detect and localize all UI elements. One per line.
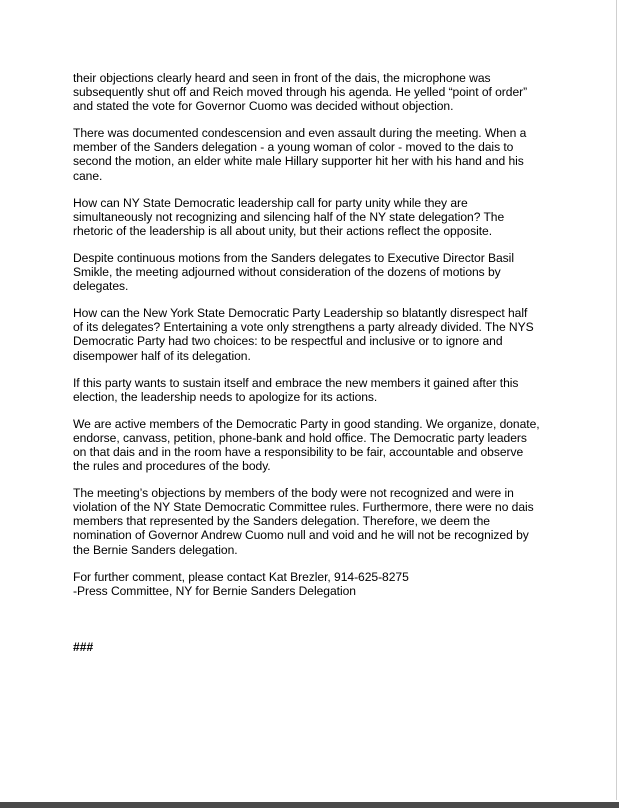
- contact-info: For further comment, please contact Kat Brezler, 914-625-8275 -Press Committee, NY for Bernie Sanders Delegation: [73, 569, 409, 598]
- bottom-bar: [0, 802, 619, 808]
- paragraph-unity: How can NY State Democratic leadership call for party unity while they are simultaneously not recognizing and silencing half of the NY state delegation? The rhetoric of the leadership is all about unity, but their actions reflect the opposite.: [73, 195, 505, 238]
- paragraph-apologize: If this party wants to sustain itself and embrace the new members it gained after this election, the leadership needs to apologize for its actions.: [73, 375, 519, 404]
- paragraph-disrespect: How can the New York State Democratic Party Leadership so blatantly disrespect half of its delegates? Entertaining a vote only strengthens a party already divided. The NYS Democratic Party had two choices: to be respectful and inclusive or to ignore and disempower half of its delegation.: [73, 306, 534, 363]
- paragraph-motions: Despite continuous motions from the Sanders delegates to Executive Director Basil Smikle, the meeting adjourned without consideration of the dozens of motions by delegates.: [73, 250, 514, 294]
- paragraph-active-members: We are active members of the Democratic Party in good standing. We organize, donate, endorse, canvass, petition, phone-bank and hold office. The Democratic party leaders on that dais and in the room have a responsibility to be fair, accountable and observe the rules and procedures of the body.: [73, 416, 540, 474]
- paragraph-assault: There was documented condescension and even assault during the meeting. When a member of the Sanders delegation - a young woman of color - moved to the dais to second the motion, an elder white male Hillary supporter hit her with his hand and his cane.: [73, 126, 527, 183]
- document-body: [73, 71, 551, 598]
- paragraph-objections: their objections clearly heard and seen in front of the dais, the microphone was subsequently shut off and Reich moved through his agenda. He yelled “point of order” and stated the vote for Governor Cuomo was decided without objection.: [73, 71, 528, 114]
- end-mark: ###: [73, 640, 94, 654]
- paragraph-null-void: The meeting’s objections by members of the body were not recognized and were in violation of the NY State Democratic Committee rules. Furthermore, there were no dais members that represented by the Sanders delegation. Therefore, we deem the nomination of Governor Andrew Cuomo null and void and he will not be recognized by the Bernie Sanders delegation.: [73, 486, 534, 557]
